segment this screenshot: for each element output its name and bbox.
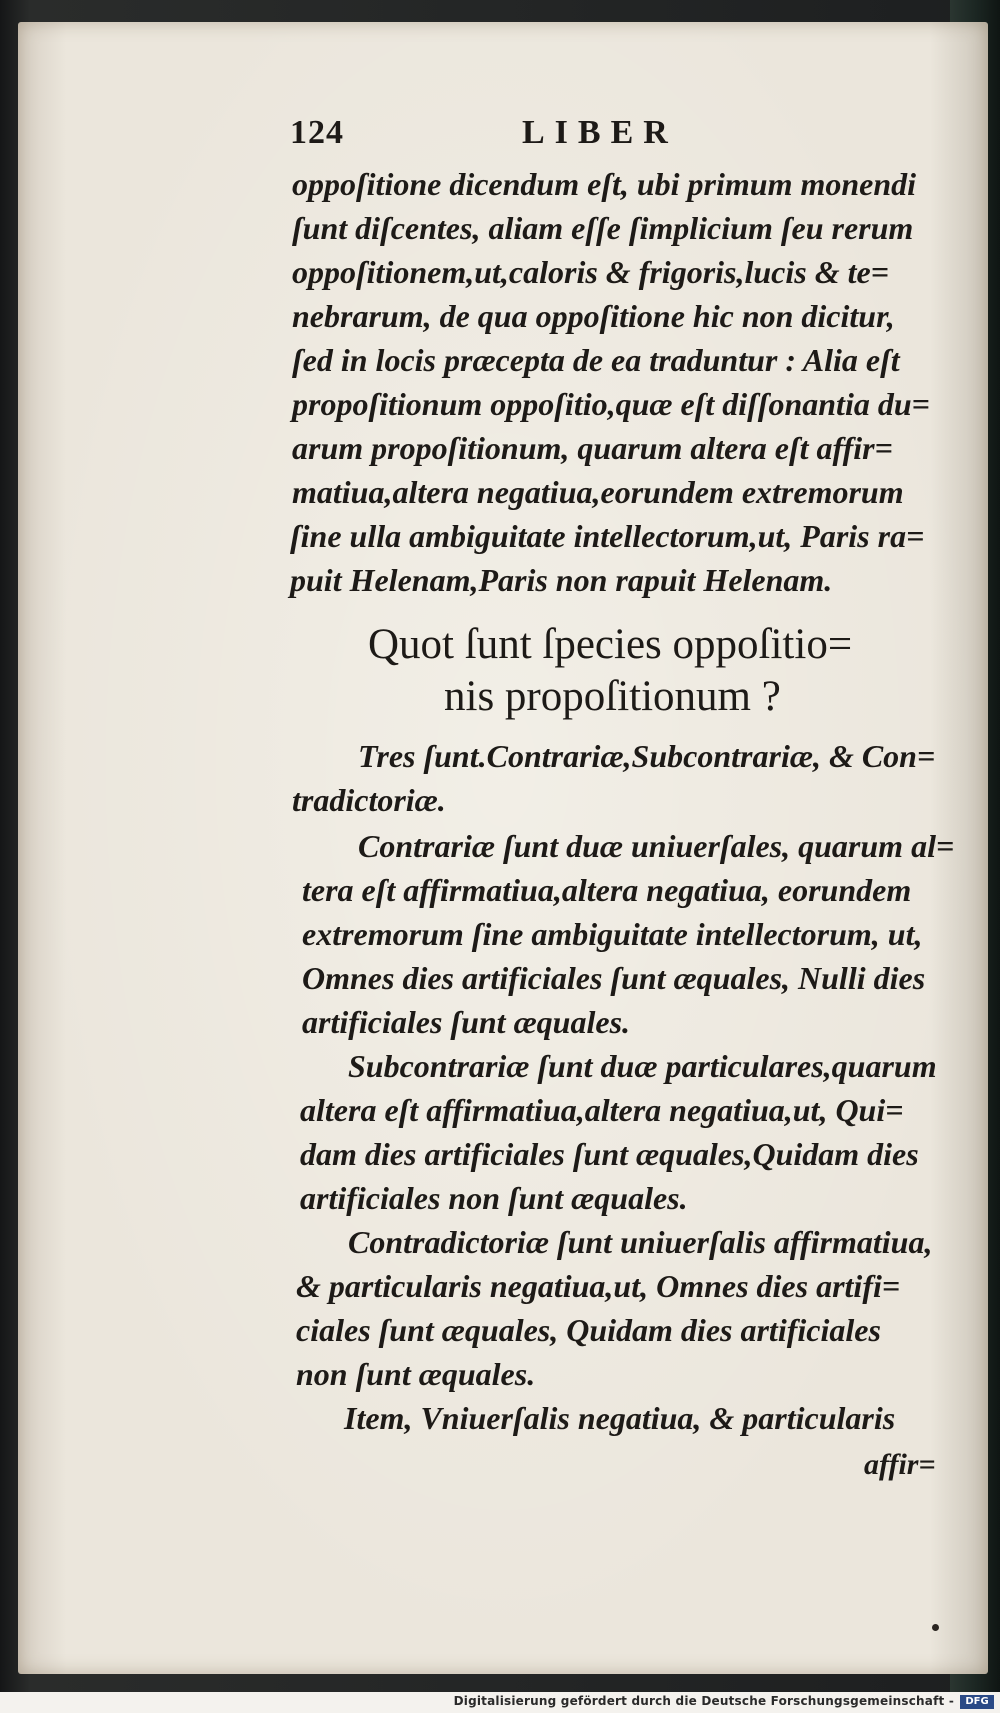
text-line: Omnes dies artificiales ſunt æquales, Nulli dies xyxy=(302,960,926,996)
text-line: oppoſitione dicendum eſt, ubi primum monendi xyxy=(292,166,917,202)
text-line: non ſunt æquales. xyxy=(296,1356,536,1392)
page-number: 124 xyxy=(290,114,344,151)
ink-speck xyxy=(932,1624,939,1631)
dfg-logo-icon: DFG xyxy=(960,1695,994,1709)
heading-line: Quot ſunt ſpecies oppoſitio= xyxy=(368,621,853,668)
text-line: dam dies artificiales ſunt æquales,Quidam dies xyxy=(300,1136,919,1172)
text-line: & particularis negatiua,ut, Omnes dies artifi= xyxy=(296,1268,901,1304)
text-line: extremorum ſine ambiguitate intellectorum, ut, xyxy=(302,916,923,952)
text-line: ſunt diſcentes, aliam eſſe ſimplicium ſeu rerum xyxy=(292,210,914,246)
catchword: affir= xyxy=(864,1448,936,1481)
text-line: altera eſt affirmatiua,altera negatiua,ut, Qui= xyxy=(300,1092,904,1128)
text-line: propoſitionum oppoſitio,quæ eſt diſſonantia du= xyxy=(292,386,930,422)
text-line: ſine ulla ambiguitate intellectorum,ut, Paris ra= xyxy=(290,518,925,554)
footer-credit: Digitalisierung gefördert durch die Deutsche Forschungsgemeinschaft - xyxy=(453,1694,954,1708)
text-line: Contradictoriæ ſunt uniuerſalis affirmatiua, xyxy=(348,1224,933,1260)
text-line: tradictoriæ. xyxy=(292,782,446,818)
text-line: Item, Vniuerſalis negatiua, & particularis xyxy=(344,1400,896,1436)
text-line: matiua,altera negatiua,eorundem extremorum xyxy=(292,474,904,510)
heading-line: nis propoſitionum ? xyxy=(444,673,781,720)
text-line: arum propoſitionum, quarum altera eſt affir= xyxy=(292,430,893,466)
text-line: ſed in locis præcepta de ea traduntur : Alia eſt xyxy=(292,342,900,378)
text-line: artificiales ſunt æquales. xyxy=(302,1004,631,1040)
running-title: LIBER xyxy=(522,114,678,151)
text-line: ciales ſunt æquales, Quidam dies artificiales xyxy=(296,1312,881,1348)
text-line: artificiales non ſunt æquales. xyxy=(300,1180,688,1216)
text-line: oppoſitionem,ut,caloris & frigoris,lucis & te= xyxy=(292,254,889,290)
digitization-footer xyxy=(0,1692,1000,1713)
text-line: Contrariæ ſunt duæ uniuerſales, quarum al= xyxy=(358,828,955,864)
text-line: Subcontrariæ ſunt duæ particulares,quarum xyxy=(348,1048,937,1084)
text-line: Tres ſunt.Contrariæ,Subcontrariæ, & Con= xyxy=(358,738,936,774)
running-head xyxy=(290,114,790,162)
text-line: nebrarum, de qua oppoſitione hic non dicitur, xyxy=(292,298,895,334)
text-line: tera eſt affirmatiua,altera negatiua, eorundem xyxy=(302,872,912,908)
text-line: puit Helenam,Paris non rapuit Helenam. xyxy=(290,562,833,598)
